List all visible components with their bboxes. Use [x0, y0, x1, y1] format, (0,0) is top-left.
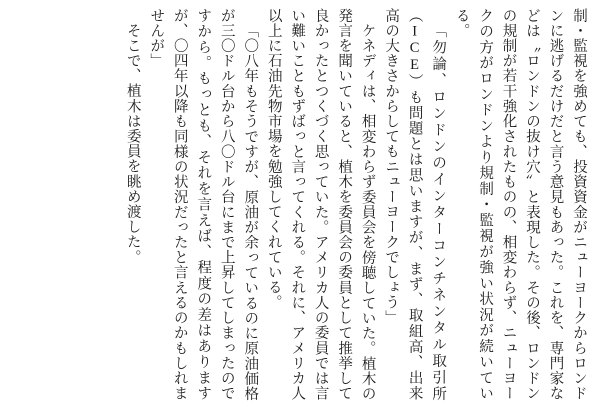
paragraph: そこで、植木は委員を眺め渡した。 — [124, 22, 141, 265]
vertical-text-body — [8, 8, 590, 401]
paragraph: 「勿論、ロンドンのインターコンチネンタル取引所（ICE）も問題とは思いますが、まず、取組高、出来高の大きさからしてもニューヨークでしょう」 — [383, 8, 447, 401]
paragraph: 制・監視を強めても、投資資金がニューヨークからロンドンに逃げるだけだと言う意見もあった。これを、専門家などは〝ロンドンの抜け穴〟と表現した。その後、ロンドンの規制が若干強化されたものの、相変わらず、ニューヨークの方がロンドンより規制・監視が強い状況が続いている。 — [453, 8, 587, 401]
paragraph: ケネディは、相変わらず委員会を傍聴していた。植木の発言を聞いていると、植木を委員会の委員として推挙して良かったとつくづく思っていた。アメリカ人の委員では言い難いこともずばっと言ってくれる。それに、アメリカ人以上に石油先物市場を勉強してくれている。 — [265, 8, 376, 401]
paragraph: 「〇八年もそうですが、原油が余っているのに原油価格が三〇ドル台から八〇ドル台にまで上昇してしまったのですから。もっとも、それを言えば、程度の差はありますが、〇四年以降も同様の状況だったと言えるのかもしれませんが」 — [148, 8, 259, 401]
